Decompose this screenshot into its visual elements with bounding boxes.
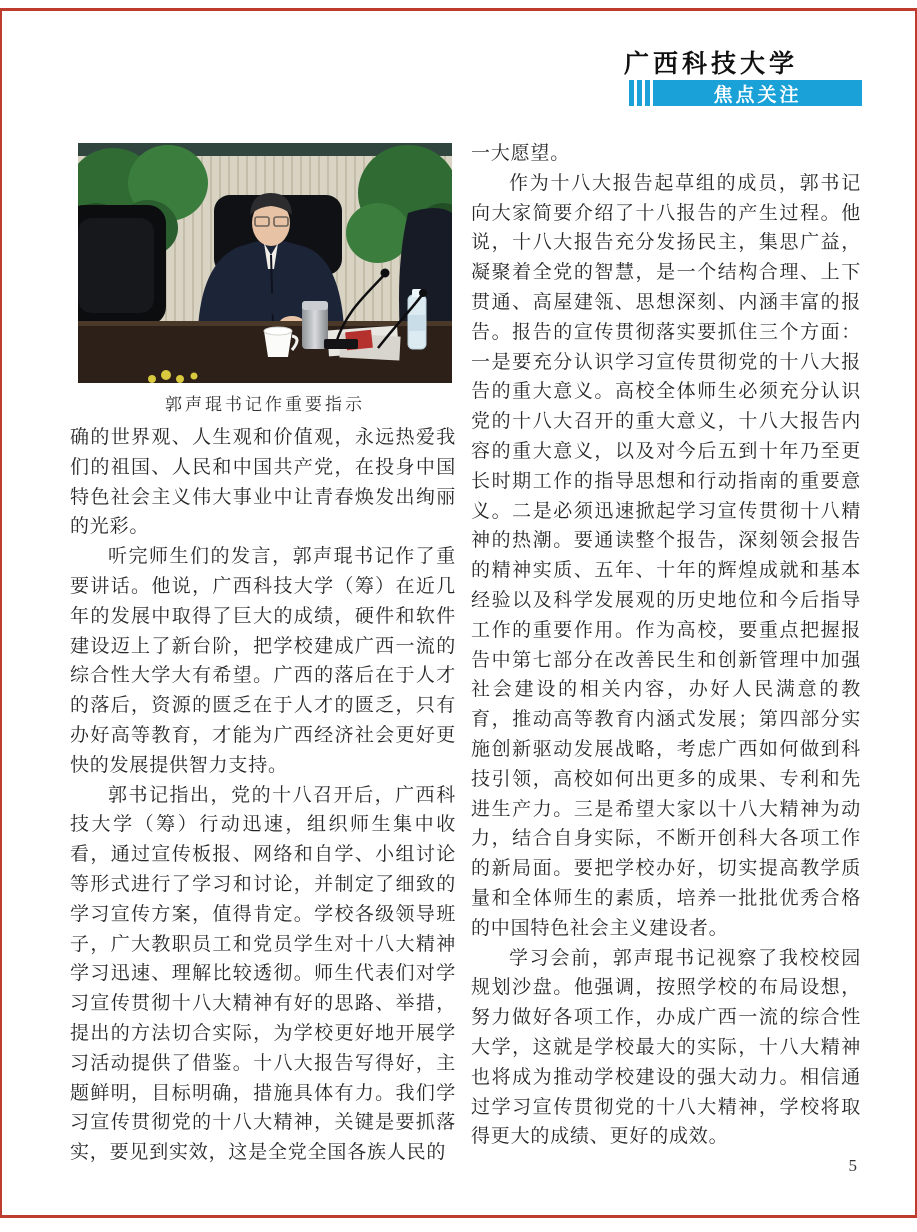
section-banner [629,80,862,106]
article-paragraph: 听完师生们的发言，郭声琨书记作了重要讲话。他说，广西科技大学（筹）在近几年的发展中取得了巨大的成绩，硬件和软件建设迈上了新台阶，把学校建成广西一流的综合性大学大有希望。广西的落后在于人才的落后，资源的匮乏在于人才的匮乏，只有办好高等教育，才能为广西经济社会更好更快的发展提供智力支持。 [70,546,456,776]
leather-chair-left [78,205,166,325]
article-paragraph: 作为十八大报告起草组的成员，郭书记向大家简要介绍了十八报告的产生过程。他说，十八大报告充分发扬民主，集思广益，凝聚着全党的智慧，是一个结构合理、上下贯通、高屋建瓴、思想深刻、内涵丰富的报告。报告的宣传贯彻落实要抓住三个方面：一是要充分认识学习宣传贯彻党的十八大报告的重大意义。高校全体师生必须充分认识党的十八大召开的重大意义，十八大报告内容的重大意义，以及对今后五到十年乃至更长时期工作的指导思想和行动指南的重要意义。二是必须迅速掀起学习宣传贯彻十八精神的热潮。要通读整个报告，深刻领会报告的精神实质、五年、十年的辉煌成就和基本经验以及科学发展观的历史地位和今后指导工作的重要作用。作为高校，要重点把握报告中第七部分在改善民生和创新管理中加强社会建设的相关内容，办好人民满意的教育，推动高等教育内涵式发展；第四部分实施创新驱动发展战略，考虑广西如何做到科技引领，高校如何出更多的成果、专利和先进生产力。三是希望大家以十八大精神为动力，结合自身实际，不断开创科大各项工作的新局面。要把学校办好，切实提高教学质量和全体师生的素质，培养一批批优秀合格的中国特色社会主义建设者。 [471,172,861,939]
news-photo-illustration [78,143,452,383]
banner-stripe-icon [629,80,634,106]
news-photo [78,143,452,383]
article-column-right [471,139,861,1152]
article-column-left [70,423,456,1168]
page-number: 5 [848,1156,857,1175]
banner-stripe-icon [645,80,650,106]
article-paragraph: 学习会前，郭声琨书记视察了我校校园规划沙盘。他强调，按照学校的布局设想，努力做好各项工作，办成广西一流的综合性大学，这就是学校最大的实际，十八大精神也将成为推动学校建设的强大动力。相信通过学习宣传贯彻党的十八大精神，学校将取得更大的成绩、更好的成效。 [471,947,861,1148]
water-bottle [408,289,426,349]
microphone-base [324,339,358,349]
section-label: 焦点关注 [653,80,862,106]
page-title: 广西科技大学 [624,50,799,78]
photo-caption: 郭声琨书记作重要指示 [165,395,365,414]
microphone-head [381,269,390,278]
microphone-head [419,289,427,297]
banner-stripe-icon [637,80,642,106]
article-paragraph: 一大愿望。 [471,143,571,164]
article-paragraph: 郭书记指出，党的十八召开后，广西科技大学（筹）行动迅速，组织师生集中收看，通过宣传板报、网络和自学、小组讨论等形式进行了学习和讨论，并制定了细致的学习宣传方案，值得肯定。学校各级领导班子，广大教职员工和党员学生对十八大精神学习迅速、理解比较透彻。师生代表们对学习宣传贯彻十八大精神有好的思路、举措，提出的方法切合实际，为学校更好地开展学习活动提供了借鉴。十八大报告写得好，主题鲜明，目标明确，措施具体有力。我们学习宣传贯彻党的十八大精神，关键是要抓落实，要见到实效，这是全党全国各族人民的 [70,784,456,1164]
article-paragraph: 确的世界观、人生观和价值观，永远热爱我们的祖国、人民和中国共产党，在投身中国特色社会主义伟大事业中让青春焕发出绚丽的光彩。 [70,427,456,538]
